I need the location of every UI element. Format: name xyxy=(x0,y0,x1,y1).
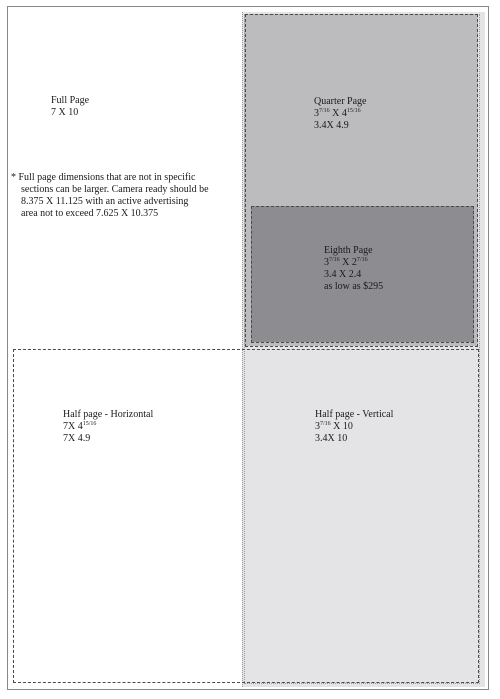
half-page-vertical-size-fraction: $3^{7/16}$ X 10 xyxy=(315,421,353,432)
full-page-size: 7 X 10 xyxy=(51,107,79,118)
full-page-label xyxy=(51,95,89,119)
eighth-page-size-fraction: $3^{7/16}$ X $2^{7/16}$ xyxy=(324,257,368,268)
note-line: sections can be larger. Camera ready should be xyxy=(21,184,209,195)
half-page-horizontal-size-decimal: 7X 4.9 xyxy=(63,433,91,444)
quarter-page-title: Quarter Page xyxy=(314,96,367,107)
quarter-page-size-decimal: 3.4X 4.9 xyxy=(314,120,349,131)
eighth-page-price: as low as $295 xyxy=(324,281,384,292)
eighth-page-size-decimal: 3.4 X 2.4 xyxy=(324,269,362,280)
quarter-page-size-fraction: $3^{7/16}$ X $4^{15/16}$ xyxy=(314,108,361,119)
full-page-title: Full Page xyxy=(51,95,90,106)
note-line: area not to exceed 7.625 X 10.375 xyxy=(21,208,159,219)
quarter-page-label xyxy=(314,96,366,132)
note-line: * Full page dimensions that are not in specific xyxy=(11,172,196,183)
full-page-note xyxy=(11,172,239,220)
eighth-page-title: Eighth Page xyxy=(324,245,373,256)
eighth-page-label xyxy=(324,245,383,293)
half-page-vertical-title: Half page - Vertical xyxy=(315,409,394,420)
half-page-horizontal-size-fraction: 7X $4^{15/16}$ xyxy=(63,421,97,432)
half-page-vertical-size-decimal: 3.4X 10 xyxy=(315,433,348,444)
half-page-horizontal-title: Half page - Horizontal xyxy=(63,409,154,420)
half-page-horizontal-label xyxy=(63,409,153,445)
half-page-vertical-label xyxy=(315,409,393,445)
note-line: 8.375 X 11.125 with an active advertising xyxy=(21,196,189,207)
